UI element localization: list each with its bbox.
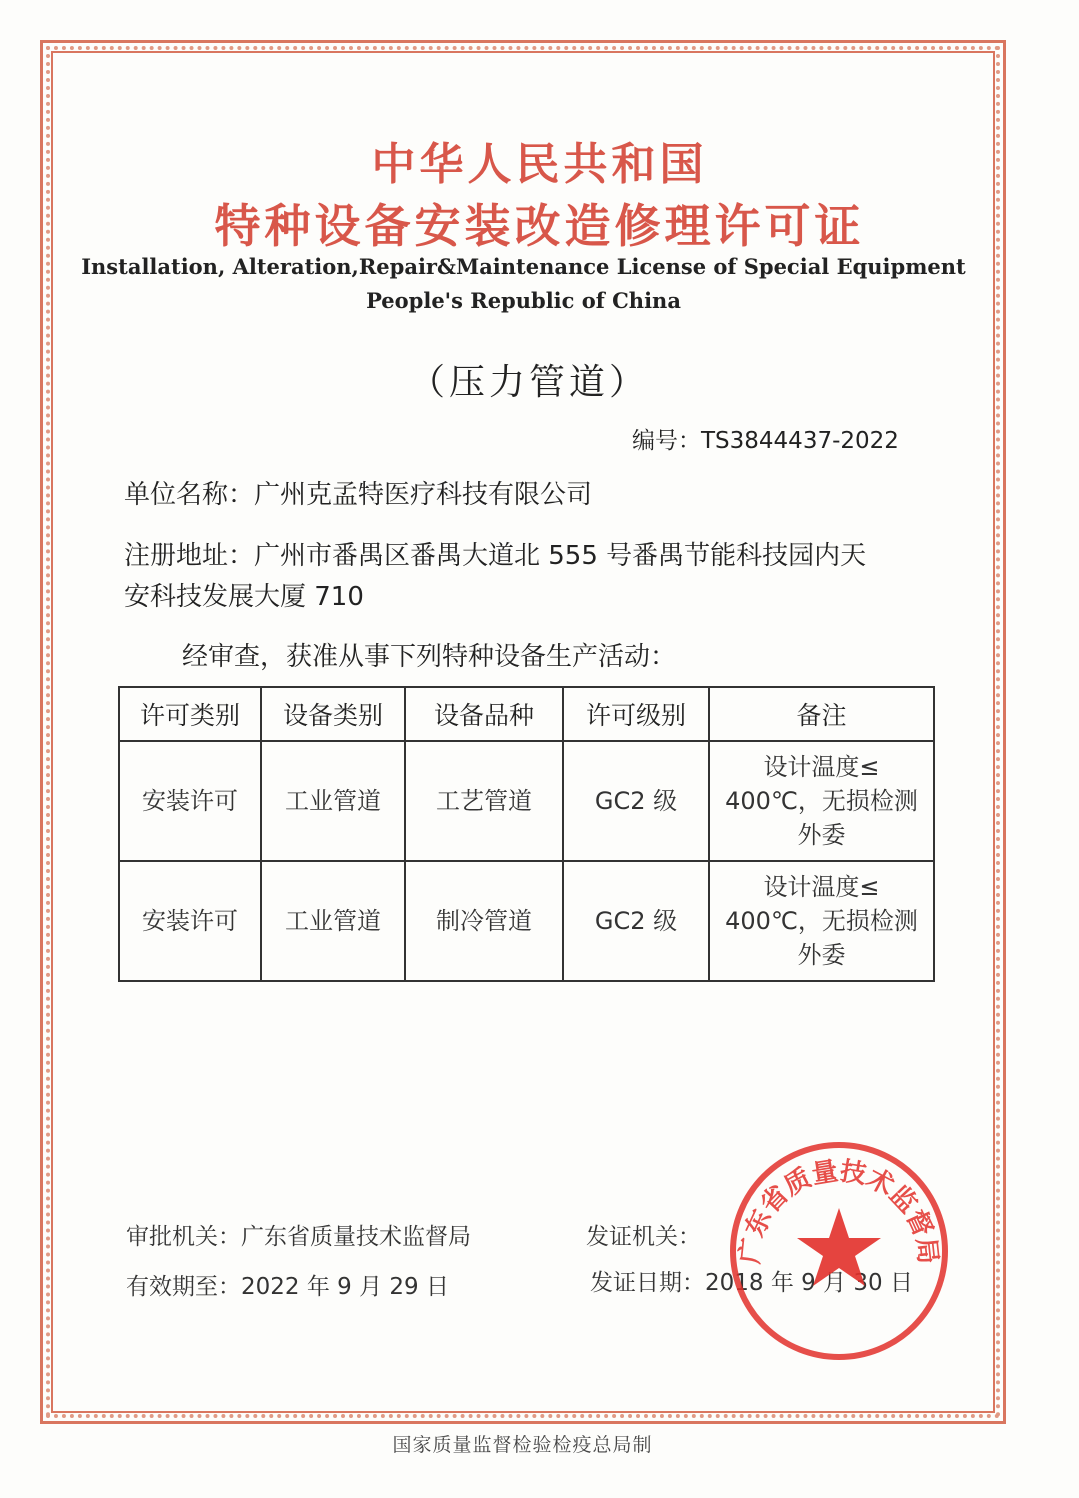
header-remarks: 备注 [709, 687, 934, 741]
header-equipment-class: 设备类别 [261, 687, 405, 741]
note-line: 外委 [797, 821, 846, 849]
cell-variety: 制冷管道 [405, 861, 563, 981]
approval-text: 经审查，获准从事下列特种设备生产活动： [182, 642, 677, 672]
valid-until: 有效期至：2022 年 9 月 29 日 [126, 1274, 449, 1300]
table-row [119, 861, 934, 981]
cell-category: 安装许可 [119, 861, 261, 981]
approving-authority: 审批机关：广东省质量技术监督局 [126, 1224, 471, 1250]
unit-name: 单位名称：广州克孟特医疗科技有限公司 [124, 480, 593, 510]
note-line: 设计温度≤ [763, 873, 880, 901]
subtitle: （压力管道） [408, 362, 649, 403]
cell-category: 安装许可 [119, 741, 261, 861]
title-cn-line2: 特种设备安装改造修理许可证 [214, 199, 865, 253]
official-seal-stamp [726, 1138, 952, 1364]
seal-text: 广东省质量技术监督局 [735, 1156, 943, 1266]
seal-star-icon [797, 1208, 881, 1286]
issuer-footnote: 国家质量监督检验检疫总局制 [392, 1434, 653, 1456]
cell-level: GC2 级 [563, 741, 709, 861]
table-header-row [119, 687, 934, 741]
cell-note [709, 861, 934, 981]
title-en-line1: Installation, Alteration,Repair&Maintenance License of Special Equipment [81, 254, 966, 279]
address-line1: 注册地址：广州市番禺区番禺大道北 555 号番禺节能科技园内天 [124, 541, 867, 571]
license-number: 编号：TS3844437-2022 [632, 428, 899, 454]
title-en-line2: People's Republic of China [366, 288, 681, 313]
note-line: 400℃，无损检测 [725, 787, 918, 815]
header-license-category: 许可类别 [119, 687, 261, 741]
table-row [119, 741, 934, 861]
note-line: 400℃，无损检测 [725, 907, 918, 935]
title-cn-line1: 中华人民共和国 [371, 139, 708, 190]
license-table [118, 686, 935, 982]
address-line2: 安科技发展大厦 710 [124, 582, 364, 612]
header-equipment-variety: 设备品种 [405, 687, 563, 741]
note-line: 外委 [797, 941, 846, 969]
cell-variety: 工艺管道 [405, 741, 563, 861]
cell-note [709, 741, 934, 861]
header-license-level: 许可级别 [563, 687, 709, 741]
cell-equipment-class: 工业管道 [261, 741, 405, 861]
issuing-authority: 发证机关： [586, 1224, 701, 1250]
cell-level: GC2 级 [563, 861, 709, 981]
note-line: 设计温度≤ [763, 753, 880, 781]
issue-date: 发证日期：2018 年 9 月 30 日 [590, 1270, 913, 1296]
cell-equipment-class: 工业管道 [261, 861, 405, 981]
